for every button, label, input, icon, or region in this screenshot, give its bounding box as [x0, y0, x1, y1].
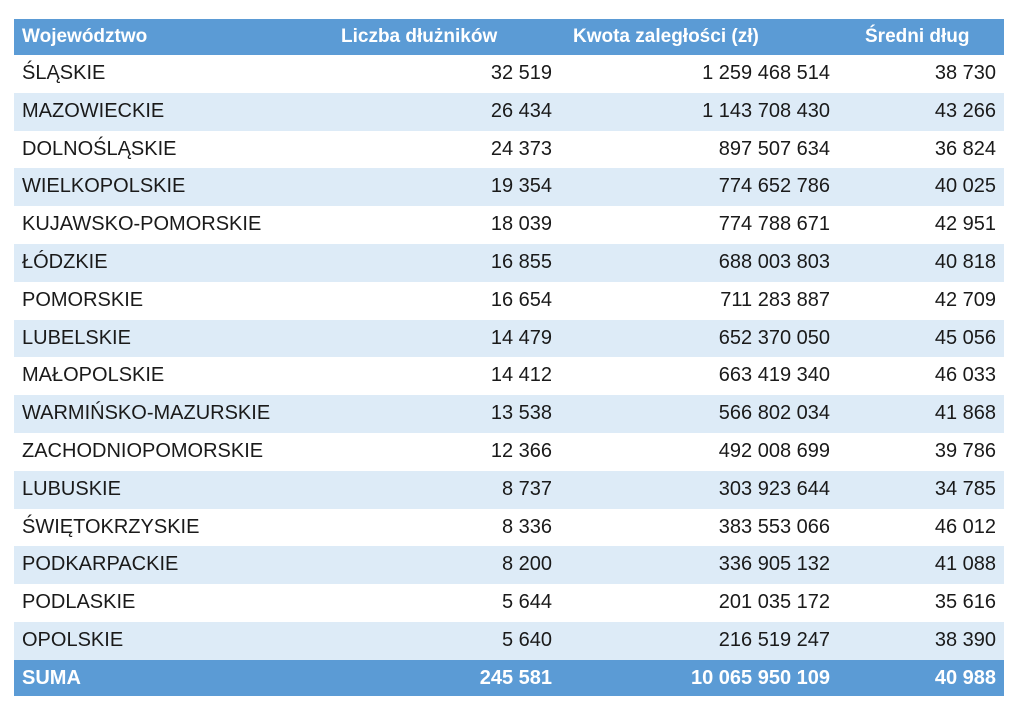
- debtor-count-cell: 8 200: [316, 546, 558, 584]
- average-debt-cell: 41 868: [834, 395, 1004, 433]
- voivodeship-cell: LUBELSKIE: [14, 320, 316, 358]
- voivodeship-cell: ŚLĄSKIE: [14, 55, 316, 93]
- arrears-amount-cell: 774 788 671: [558, 206, 834, 244]
- average-debt-cell: 38 730: [834, 55, 1004, 93]
- average-debt-cell: 38 390: [834, 622, 1004, 660]
- table-row: [14, 320, 1004, 358]
- average-debt-cell: 42 951: [834, 206, 1004, 244]
- table-row: [14, 282, 1004, 320]
- debtor-count-cell: 16 654: [316, 282, 558, 320]
- debtor-count-cell: 24 373: [316, 131, 558, 169]
- debtor-count-cell: 8 737: [316, 471, 558, 509]
- column-header-average-debt[interactable]: Średni dług: [834, 19, 1004, 55]
- arrears-amount-cell: 711 283 887: [558, 282, 834, 320]
- column-header-arrears-amount[interactable]: Kwota zaległości (zł): [558, 19, 834, 55]
- arrears-amount-cell: 688 003 803: [558, 244, 834, 282]
- arrears-amount-cell: 566 802 034: [558, 395, 834, 433]
- arrears-amount-cell: 383 553 066: [558, 509, 834, 547]
- table-row: [14, 433, 1004, 471]
- arrears-amount-cell: 897 507 634: [558, 131, 834, 169]
- average-debt-cell: 35 616: [834, 584, 1004, 622]
- table-header: [14, 19, 1004, 55]
- voivodeship-cell: WIELKOPOLSKIE: [14, 168, 316, 206]
- voivodeship-cell: PODLASKIE: [14, 584, 316, 622]
- debtor-count-cell: 32 519: [316, 55, 558, 93]
- debtor-count-cell: 5 640: [316, 622, 558, 660]
- table-footer: [14, 660, 1004, 696]
- average-debt-cell: 40 025: [834, 168, 1004, 206]
- average-debt-cell: 42 709: [834, 282, 1004, 320]
- table-row: [14, 584, 1004, 622]
- table-row: [14, 357, 1004, 395]
- debtor-count-cell: 19 354: [316, 168, 558, 206]
- arrears-amount-cell: 492 008 699: [558, 433, 834, 471]
- voivodeship-cell: ZACHODNIOPOMORSKIE: [14, 433, 316, 471]
- table-row: [14, 55, 1004, 93]
- total-arrears-amount: 10 065 950 109: [558, 660, 834, 696]
- voivodeship-cell: LUBUSKIE: [14, 471, 316, 509]
- arrears-amount-cell: 201 035 172: [558, 584, 834, 622]
- total-average-debt: 40 988: [834, 660, 1004, 696]
- arrears-amount-cell: 216 519 247: [558, 622, 834, 660]
- debtor-count-cell: 8 336: [316, 509, 558, 547]
- total-debtor-count: 245 581: [316, 660, 558, 696]
- arrears-amount-cell: 1 143 708 430: [558, 93, 834, 131]
- average-debt-cell: 46 012: [834, 509, 1004, 547]
- voivodeship-cell: MAZOWIECKIE: [14, 93, 316, 131]
- voivodeship-cell: OPOLSKIE: [14, 622, 316, 660]
- average-debt-cell: 41 088: [834, 546, 1004, 584]
- column-header-voivodeship[interactable]: Województwo: [14, 19, 316, 55]
- arrears-amount-cell: 336 905 132: [558, 546, 834, 584]
- header-row: [14, 19, 1004, 55]
- voivodeship-cell: PODKARPACKIE: [14, 546, 316, 584]
- average-debt-cell: 43 266: [834, 93, 1004, 131]
- average-debt-cell: 39 786: [834, 433, 1004, 471]
- voivodeship-cell: WARMIŃSKO-MAZURSKIE: [14, 395, 316, 433]
- arrears-amount-cell: 303 923 644: [558, 471, 834, 509]
- arrears-amount-cell: 663 419 340: [558, 357, 834, 395]
- total-row: [14, 660, 1004, 696]
- voivodeship-cell: KUJAWSKO-POMORSKIE: [14, 206, 316, 244]
- voivodeship-cell: DOLNOŚLĄSKIE: [14, 131, 316, 169]
- average-debt-cell: 36 824: [834, 131, 1004, 169]
- debtor-count-cell: 26 434: [316, 93, 558, 131]
- table-row: [14, 546, 1004, 584]
- total-label: SUMA: [14, 660, 316, 696]
- table-row: [14, 131, 1004, 169]
- debtor-count-cell: 13 538: [316, 395, 558, 433]
- debtor-count-cell: 5 644: [316, 584, 558, 622]
- table-row: [14, 471, 1004, 509]
- table-row: [14, 509, 1004, 547]
- average-debt-cell: 34 785: [834, 471, 1004, 509]
- table-row: [14, 206, 1004, 244]
- debtor-count-cell: 14 412: [316, 357, 558, 395]
- voivodeship-cell: ŚWIĘTOKRZYSKIE: [14, 509, 316, 547]
- table-row: [14, 622, 1004, 660]
- debtors-table-container: [14, 19, 1004, 696]
- debtors-by-voivodeship-table: [14, 19, 1004, 696]
- voivodeship-cell: MAŁOPOLSKIE: [14, 357, 316, 395]
- arrears-amount-cell: 652 370 050: [558, 320, 834, 358]
- voivodeship-cell: ŁÓDZKIE: [14, 244, 316, 282]
- average-debt-cell: 45 056: [834, 320, 1004, 358]
- arrears-amount-cell: 1 259 468 514: [558, 55, 834, 93]
- arrears-amount-cell: 774 652 786: [558, 168, 834, 206]
- voivodeship-cell: POMORSKIE: [14, 282, 316, 320]
- column-header-debtor-count[interactable]: Liczba dłużników: [316, 19, 558, 55]
- table-row: [14, 93, 1004, 131]
- debtor-count-cell: 14 479: [316, 320, 558, 358]
- table-row: [14, 168, 1004, 206]
- table-row: [14, 244, 1004, 282]
- table-row: [14, 395, 1004, 433]
- table-body: [14, 55, 1004, 660]
- average-debt-cell: 40 818: [834, 244, 1004, 282]
- debtor-count-cell: 12 366: [316, 433, 558, 471]
- debtor-count-cell: 18 039: [316, 206, 558, 244]
- average-debt-cell: 46 033: [834, 357, 1004, 395]
- debtor-count-cell: 16 855: [316, 244, 558, 282]
